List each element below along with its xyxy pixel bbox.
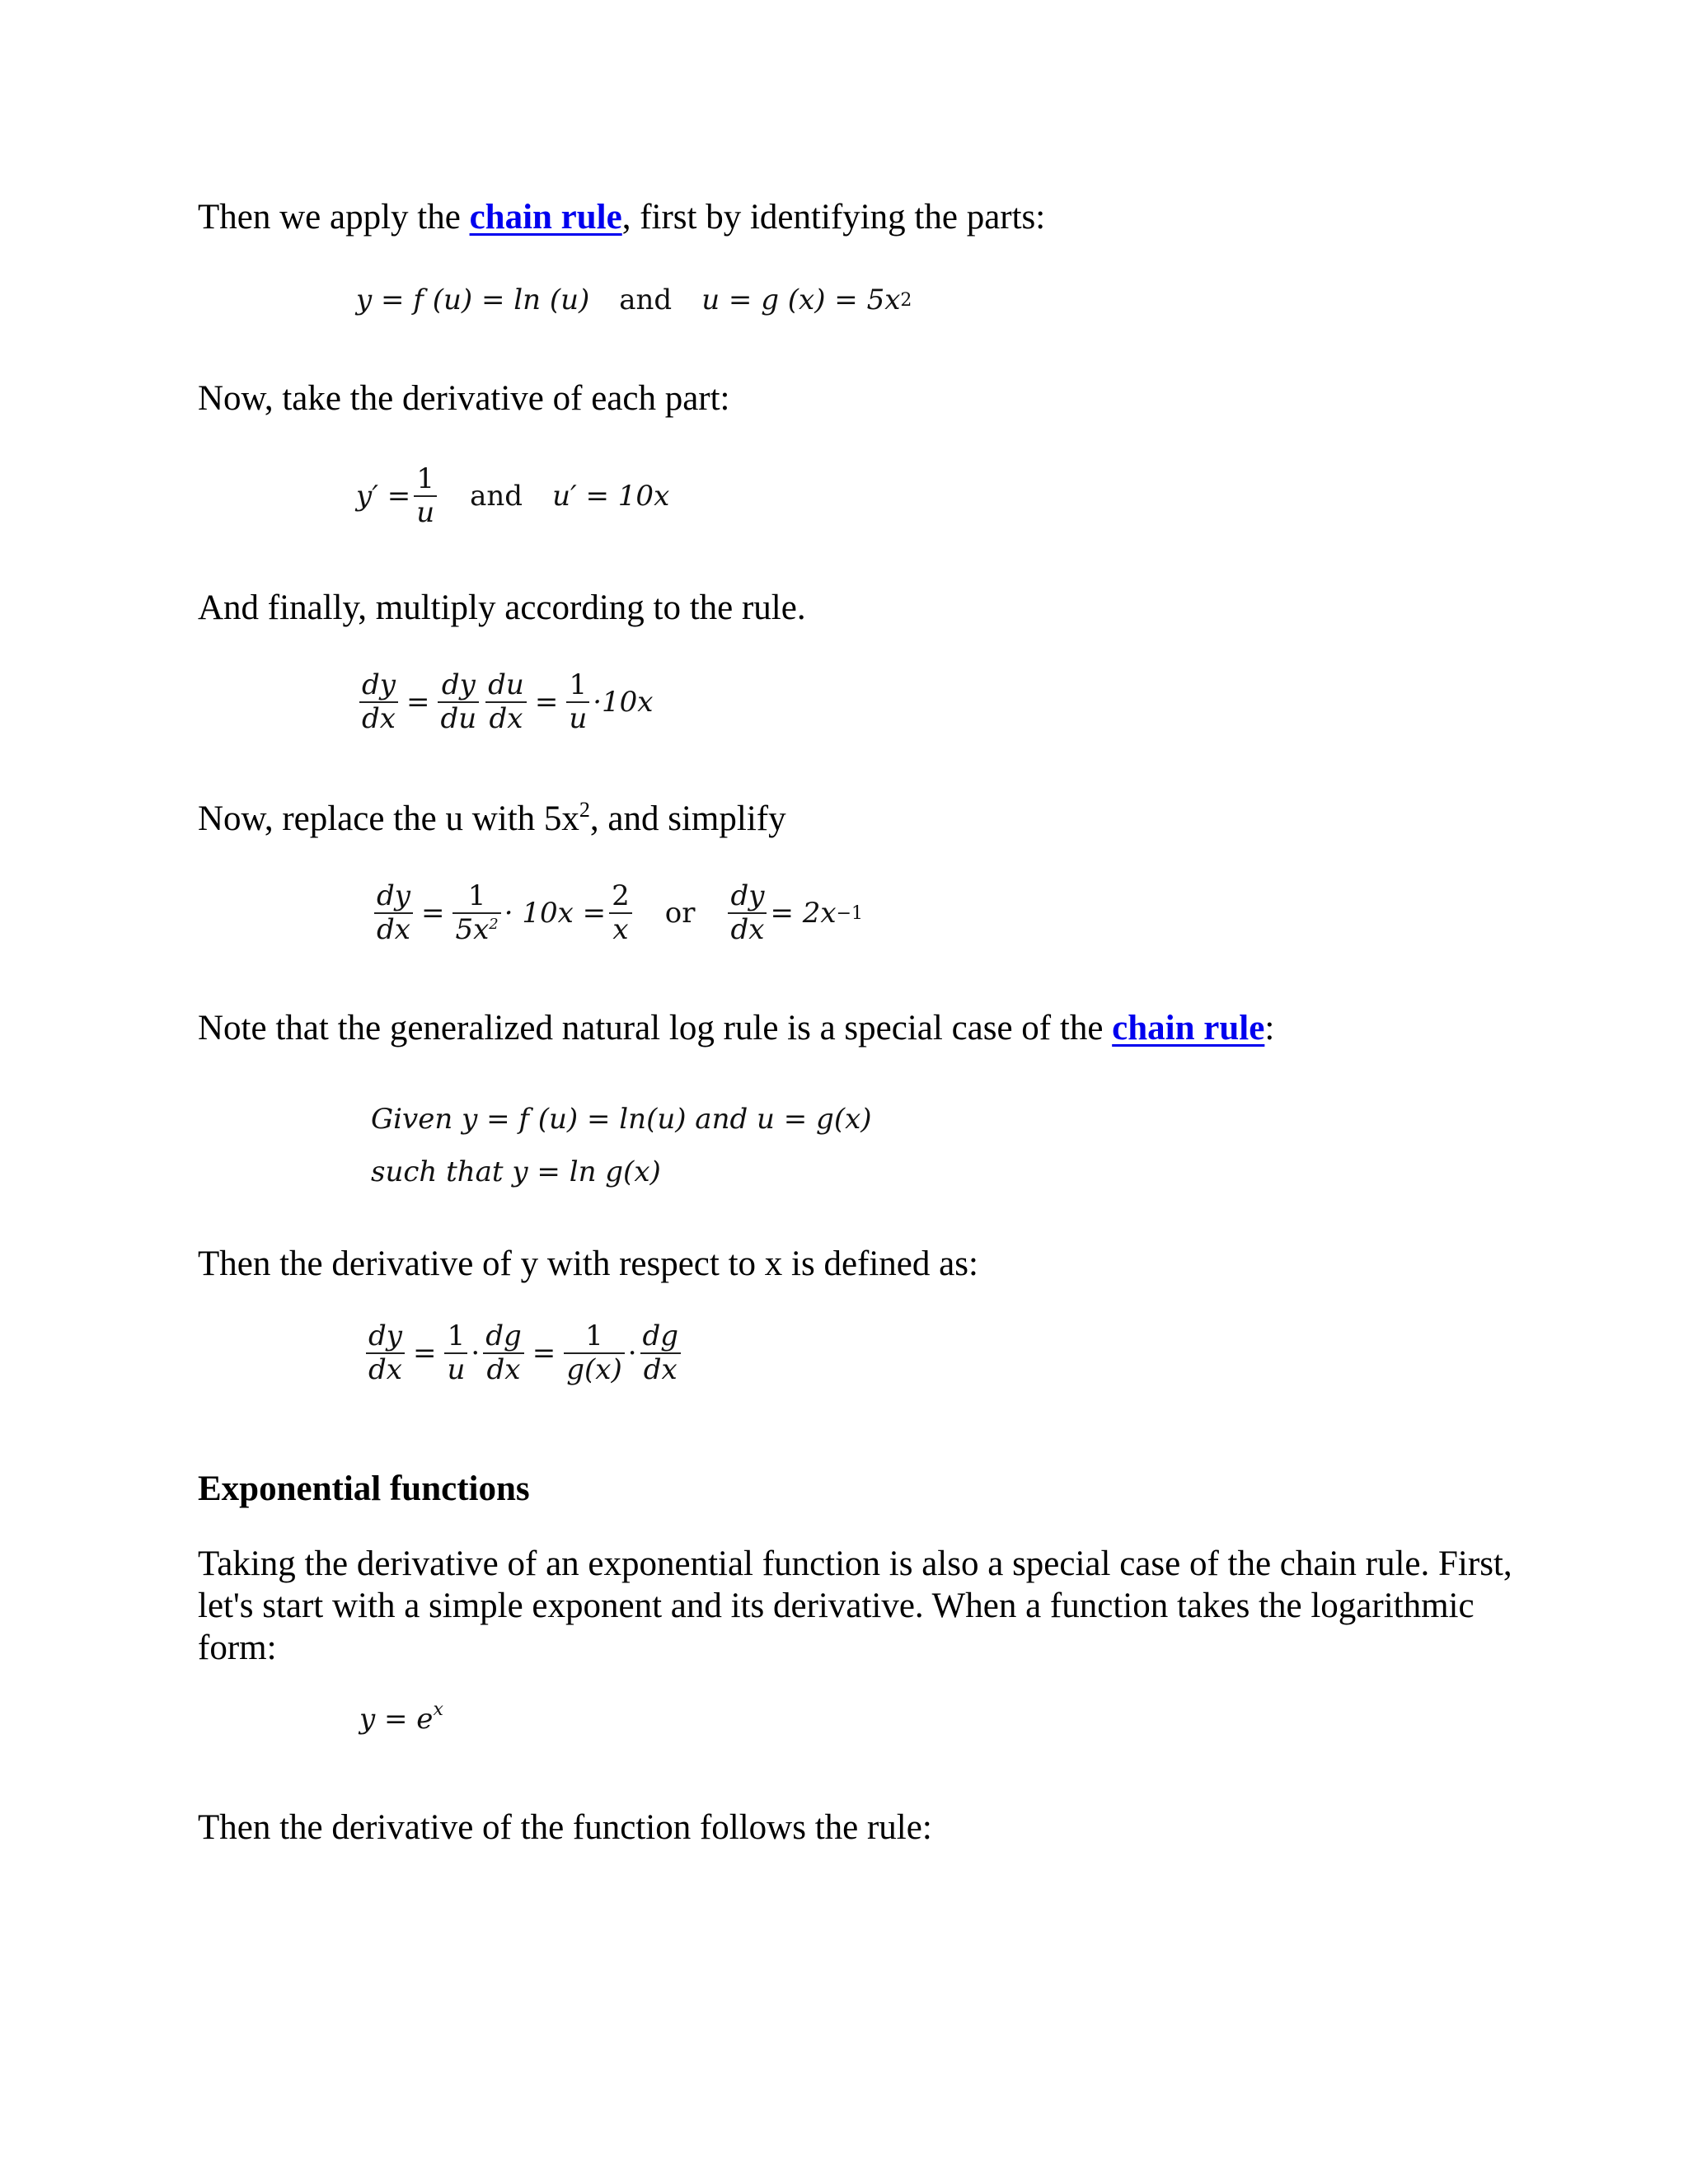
- chain-rule-link[interactable]: chain rule: [469, 198, 622, 237]
- paragraph-special-case: Note that the generalized natural log rule is a special case of the chain rule:: [198, 1009, 1275, 1047]
- equation-exponential: $y = e^x$: [359, 1699, 443, 1736]
- equation-general-derivative: $\frac{dy}{dx}$ = $\frac{1}{u}$ · $\frac{dg}{dx}$ = $\frac{1}{g(x)}$ · $\frac{dg}{dx}$: [363, 1320, 684, 1386]
- paragraph-derivative-rule: Then the derivative of the function follows the rule:: [198, 1808, 932, 1847]
- chain-rule-link-2[interactable]: chain rule: [1112, 1009, 1265, 1047]
- fraction-one-over-u: $\frac{1}{u}$: [414, 463, 437, 529]
- section-heading-exponential-functions: Exponential functions: [198, 1469, 530, 1508]
- paragraph-derivative-defined: Then the derivative of y with respect to x is defined as:: [198, 1244, 978, 1283]
- paragraph-exponential-intro: Taking the derivative of an exponential function is also a special case of the chain rule. First, let's start with a simple exponent and its derivative. When a function takes the logarithmic form:: [198, 1544, 1512, 1667]
- paragraph-chain-rule-intro: Then we apply the chain rule, first by identifying the parts:: [198, 198, 1046, 237]
- equation-given: Given y = f (u) = ln(u) and u = g(x) such that y = ln g(x): [371, 1103, 872, 1188]
- paragraph-replace-u: Now, replace the u with $5x^2$, and simplify: [198, 798, 786, 838]
- equation-part-derivatives: y′ = $\frac{1}{u}$ and u′ = 10x: [356, 462, 670, 530]
- paragraph-derivative-each-part: Now, take the derivative of each part:: [198, 379, 730, 418]
- equation-identify-parts: y = f (u) = ln (u) and u = g (x) = 5x 2: [356, 284, 912, 316]
- equation-multiply: $\frac{dy}{dx}$ = $\frac{dy}{du}$ $\frac{du}{dx}$ = $\frac{1}{u}$ ·10x: [356, 669, 653, 735]
- paragraph-multiply-rule: And finally, multiply according to the rule.: [198, 588, 806, 627]
- equation-simplify: $\frac{dy}{dx}$ = $\frac{1}{5x^2}$ · 10x = $\frac{2}{x}$ or $\frac{dy}{dx}$ = 2x −1: [371, 880, 863, 946]
